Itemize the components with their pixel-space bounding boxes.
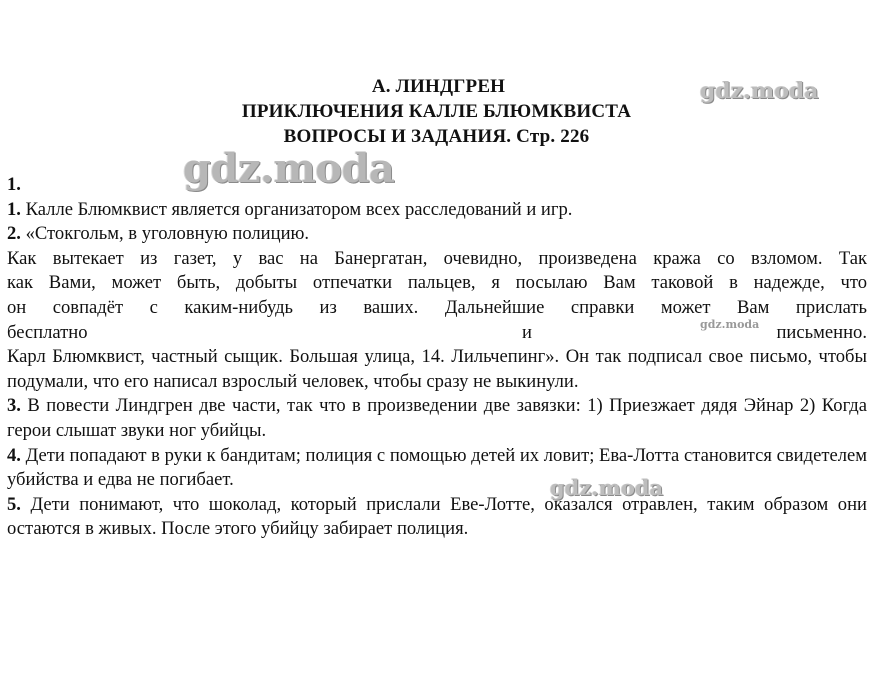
answer-5-text: Дети понимают, что шоколад, который прислали Еве-Лотте, оказался отравлен, таким образом они остаются в живых. После этого убийцу забирает полиция. bbox=[7, 493, 867, 540]
work-title: ПРИКЛЮЧЕНИЯ КАЛЛЕ БЛЮМКВИСТА bbox=[241, 101, 632, 122]
letter-line: он совпадёт с каким-нибудь из ваших. Дальнейшие справки может Вам прислать bbox=[7, 296, 867, 318]
letter-word: письменно. bbox=[776, 321, 867, 343]
answer-5 bbox=[7, 493, 867, 542]
answer-1-text: Калле Блюмквист является организатором всех расследований и игр. bbox=[20, 198, 573, 220]
answer-2 bbox=[7, 222, 867, 247]
section-number: 1. bbox=[7, 174, 21, 195]
letter-word: и bbox=[522, 321, 532, 343]
watermark-logo: gdz.moda bbox=[183, 145, 395, 192]
answer-5-number: 5. bbox=[7, 493, 21, 515]
answer-4-text: Дети попадают в руки к бандитам; полиция с помощью детей их ловит; Ева-Лотта становится свидетелем убийства и едва не погибает. bbox=[7, 444, 867, 491]
answer-3-text: В повести Линдгрен две части, так что в произведении две завязки: 1) Приезжает дядя Эйнар 2) Когда герои слышат звуки ног убийцы. bbox=[7, 395, 867, 441]
watermark-logo: gdz.moda bbox=[700, 78, 819, 104]
answer-2-text: «Стокгольм, в уголовную полицию. bbox=[20, 223, 310, 245]
letter-line: как Вами, может быть, добыты отпечатки пальцев, я посылаю Вам таковой в надежде, что bbox=[7, 272, 867, 294]
answer-1 bbox=[7, 198, 867, 223]
section-title: ВОПРОСЫ И ЗАДАНИЯ. Стр. 226 bbox=[283, 126, 590, 147]
watermark-logo: gdz.moda bbox=[550, 475, 664, 500]
answer-1-number: 1. bbox=[7, 198, 21, 220]
answer-2-number: 2. bbox=[7, 223, 21, 245]
letter-word: бесплатно bbox=[7, 321, 88, 343]
watermark-logo: gdz.moda bbox=[700, 318, 760, 331]
author-heading: А. ЛИНДГРЕН bbox=[371, 76, 506, 97]
answer-4 bbox=[7, 444, 867, 493]
answers-text bbox=[7, 173, 867, 542]
answer-4-number: 4. bbox=[7, 444, 21, 466]
answer-3 bbox=[7, 394, 867, 443]
document-header bbox=[0, 74, 873, 149]
answer-3-number: 3. bbox=[7, 395, 21, 417]
letter-line-gapped bbox=[7, 321, 867, 346]
letter-signature: Карл Блюмквист, частный сыщик. Большая улица, 14. Лильчепинг». Он так подписал свое письмо, чтобы подумали, что его написал взрослый человек, чтобы сразу не выкинули. bbox=[7, 346, 867, 392]
letter-line: Как вытекает из газет, у вас на Банергатан, очевидно, произведена кража со взломом. Так bbox=[7, 247, 867, 269]
